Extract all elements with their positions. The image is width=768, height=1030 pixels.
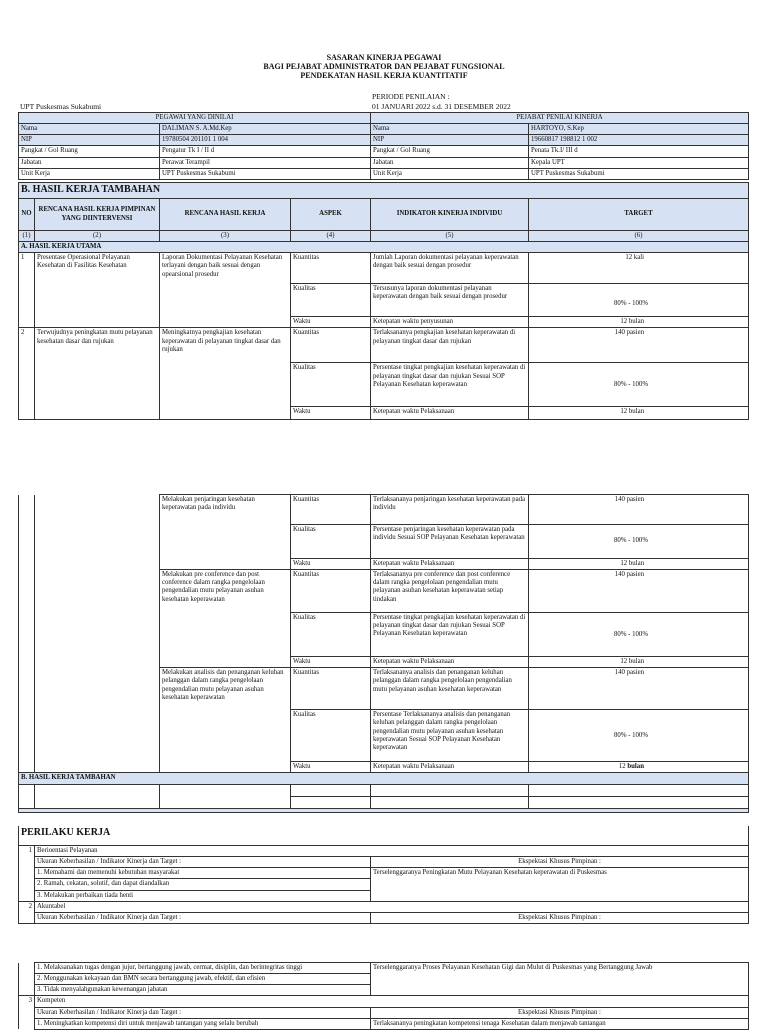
perilaku1-ekspektasi: Terselenggaranya Peningkatan Mutu Pelayanan Kesehatan keperawatan di Puskesmas: [371, 868, 749, 901]
hasil-kerja-table-continued: [18, 494, 749, 813]
item5-indikator-kuantitas: Terlaksananya analisis dan penanganan keluhan pelanggan dalam rangka pengelolaan pengendalian mutu pelayanan asuhan kesehatan keperawatan: [371, 668, 529, 710]
item4-indikator-kuantitas: Terlaksananya pre conference dan post conference dalam rangka pengelolaan pengendalian mutu pelayanan asuhan kesehatan keperawatan setiap tindakan: [371, 570, 529, 613]
item5-aspek-waktu: Waktu: [291, 762, 371, 773]
item3-target-waktu: 12 bulan: [529, 559, 749, 570]
perilaku-table: [18, 826, 749, 924]
pegawai-header: PEGAWAI YANG DINILAI: [19, 113, 371, 124]
perilaku2-point-1: 1. Melaksanakan tugas dengan jujur, bertanggung jawab, cermat, disiplin, dan berintegritas tinggi: [35, 963, 371, 974]
item1-target-waktu: 12 bulan: [529, 317, 749, 328]
label-jabatan-penilai: Jabatan: [371, 157, 529, 168]
perilaku2-point-3: 3. Tidak menyalahgunakan kewenangan jabatan: [35, 985, 371, 996]
col-rencana: RENCANA HASIL KERJA: [160, 199, 291, 231]
label-nama-penilai: Nama: [371, 124, 529, 135]
item5-indikator-waktu: Ketepatan waktu Pelaksanaan: [371, 762, 529, 773]
perilaku1-no: 1: [19, 846, 35, 902]
perilaku3-ukuran-label: Ukuran Keberhasilan / Indikator Kinerja dan Target :: [35, 1007, 371, 1018]
item1-aspek-waktu: Waktu: [291, 317, 371, 328]
perilaku3-point-1: 1. Meningkatkan kompetensi diri untuk menjawab tantangan yang selalu berubah: [35, 1018, 371, 1029]
tambahan-title: B. HASIL KERJA TAMBAHAN: [19, 773, 749, 785]
item5-aspek-kuantitas: Kuantitas: [291, 668, 371, 710]
num-2: (2): [35, 231, 160, 242]
perilaku2-ekspektasi-label: Ekspektasi Khusus Pimpinan :: [371, 912, 749, 923]
item1-indikator-kuantitas: Jumlah Laporan dokumentasi pelayanan keperawatan dengan baik sesuai dengan prosedur: [371, 253, 529, 284]
item4-aspek-kuantitas: Kuantitas: [291, 570, 371, 613]
item2-rencana: Meningkatnya pengkajian kesehatan keperawatan di pelayanan tingkat dasar dan rujukan: [160, 328, 291, 420]
section-title-hasil: B. HASIL KERJA TAMBAHAN: [19, 183, 749, 199]
item4-indikator-waktu: Ketepatan waktu Pelaksanaan: [371, 657, 529, 668]
item1-pimpinan: Presentase Operasional Pelayanan Kesehatan di Fasilitas Kesehatan: [35, 253, 160, 328]
label-nip-penilai: NIP: [371, 135, 529, 146]
num-3: (3): [160, 231, 291, 242]
perilaku1-ekspektasi-label: Ekspektasi Khusus Pimpinan :: [371, 857, 749, 868]
num-1: (1): [19, 231, 35, 242]
item4-target-waktu: 12 bulan: [529, 657, 749, 668]
item4-aspek-kualitas: Kualitas: [291, 613, 371, 657]
label-jabatan: Jabatan: [19, 157, 160, 168]
item5-target-num: 12: [618, 763, 626, 771]
value-unit: UPT Puskesmas Sukabumi: [160, 168, 371, 179]
perilaku2-no: 2: [19, 901, 35, 923]
doc-subtitle: BAGI PEJABAT ADMINISTRATOR DAN PEJABAT FUNGSIONAL: [263, 62, 505, 71]
item2-indikator-waktu: Ketepatan waktu Pelaksanaan: [371, 407, 529, 420]
item3-aspek-waktu: Waktu: [291, 559, 371, 570]
item1-aspek-kualitas: Kualitas: [291, 284, 371, 317]
item5-target-kuantitas: 140 pasien: [529, 668, 749, 710]
item3-indikator-kuantitas: Terlaksananya penjaringan kesehatan keperawatan pada individu: [371, 495, 529, 525]
value-pangkat-penilai: Penata Tk.I/ III d: [529, 146, 749, 157]
perilaku2-title: Akuntabel: [35, 901, 749, 912]
item3-aspek-kualitas: Kualitas: [291, 525, 371, 559]
perilaku-table-continued: [18, 962, 749, 1030]
col-target: TARGET: [529, 199, 749, 231]
item2-target-waktu: 12 bulan: [529, 407, 749, 420]
item2-aspek-kuantitas: Kuantitas: [291, 328, 371, 363]
item3-indikator-kualitas: Persentase penjaringan kesehatan keperawatan pada individu Sesuai SOP Pelayanan Kesehatan keperawatan: [371, 525, 529, 559]
hasil-kerja-table: [18, 182, 749, 420]
perilaku3-ekspektasi: Terlaksananya peningkatan kompetensi tenaga Kesehatan dalam menjawab tantangan: [371, 1018, 749, 1029]
perilaku2-point-2: 2. Menggunakan kekayaan dan BMN secara bertanggung jawab, efektif, dan efisien: [35, 974, 371, 985]
item3-rencana: Melakukan penjaringan kesehatan keperawatan pada individu: [160, 495, 291, 570]
item2-aspek-waktu: Waktu: [291, 407, 371, 420]
utama-title: A. HASIL KERJA UTAMA: [19, 242, 749, 253]
item5-target-kualitas: 80% - 100%: [529, 710, 749, 762]
value-jabatan-penilai: Kepala UPT: [529, 157, 749, 168]
unit-label: UPT Puskesmas Sukabumi: [20, 102, 102, 111]
item2-target-kuantitas: 140 pasien: [529, 328, 749, 363]
item5-indikator-kualitas: Persentase Terlaksananya analisis dan penanganan keluhan pelanggan dalam rangka pengelolaan pengendalian mutu pelayanan asuhan kesehatan keperawatan Sesuai SOP Pelayanan Kesehatan keperawatan: [371, 710, 529, 762]
item5-aspek-kualitas: Kualitas: [291, 710, 371, 762]
perilaku1-point-3: 3. Melakukan perbaikan tiada henti: [35, 890, 371, 901]
value-nama: DALIMAN S. A.Md.Kep: [160, 124, 371, 135]
item4-target-kualitas: 80% - 100%: [529, 613, 749, 657]
item1-indikator-kualitas: Tersusunya laporan dokumentasi pelayanan keperawatan dengan baik sesuai dengan prosedur: [371, 284, 529, 317]
item3-aspek-kuantitas: Kuantitas: [291, 495, 371, 525]
item2-target-kualitas: 80% - 100%: [529, 363, 749, 407]
value-nip: 19780504 201101 1 004: [160, 135, 371, 146]
item2-aspek-kualitas: Kualitas: [291, 363, 371, 407]
perilaku2-ekspektasi: Terselenggaranya Proses Pelayanan Kesehatan Gigi dan Mulut di Puskesmas yang Bertanggung Jawab: [371, 963, 749, 996]
col-indikator: INDIKATOR KINERJA INDIVIDU: [371, 199, 529, 231]
label-unit: Unit Kerja: [19, 168, 160, 179]
perilaku1-ukuran-label: Ukuran Keberhasilan / Indikator Kinerja dan Target :: [35, 857, 371, 868]
value-pangkat: Pengatur Tk I / II d: [160, 146, 371, 157]
col-aspek: ASPEK: [291, 199, 371, 231]
value-nip-penilai: 19660817 198812 1 002: [529, 135, 749, 146]
num-4: (4): [291, 231, 371, 242]
item1-indikator-waktu: Ketepatan waktu penyusunan: [371, 317, 529, 328]
doc-title: SASARAN KINERJA PEGAWAI: [326, 53, 442, 62]
periode-label: PERIODE PENILAIAN :: [372, 92, 450, 101]
periode-value: 01 JANUARI 2022 s.d. 31 DESEMBER 2022: [372, 102, 511, 111]
item1-rencana: Laporan Dokumentasi Pelayanan Kesehatan terlayani dengan baik sesuai dengan opearsional prosedur: [160, 253, 291, 328]
num-6: (6): [529, 231, 749, 242]
perilaku2-ukuran-label: Ukuran Keberhasilan / Indikator Kinerja dan Target :: [35, 912, 371, 923]
perilaku1-title: Berioentasi Pelayanan: [35, 846, 749, 857]
item1-no: 1: [19, 253, 35, 328]
item4-aspek-waktu: Waktu: [291, 657, 371, 668]
pegawai-table: [18, 112, 749, 180]
item2-indikator-kualitas: Persentase tingkat pengkajian kesehatan keperawatan di pelayanan tingkat dasar dan rujukan Sesuai SOP Pelayanan Kesehatan keperawatan: [371, 363, 529, 407]
value-jabatan: Perawat Terampil: [160, 157, 371, 168]
label-nip: NIP: [19, 135, 160, 146]
label-pangkat-penilai: Pangkat / Gol Ruang: [371, 146, 529, 157]
col-rencana-pimpinan: RENCANA HASIL KERJA PIMPINAN YANG DIINTERVENSI: [35, 199, 160, 231]
perilaku1-point-1: 1. Memahami dan memenuhi kebutuhan masyarakat: [35, 868, 371, 879]
penilai-header: PEJABAT PENILAI KINERJA: [371, 113, 749, 124]
item5-target-waktu: [529, 762, 749, 773]
item1-target-kualitas: 80% - 100%: [529, 284, 749, 317]
item1-target-kuantitas: 12 kali: [529, 253, 749, 284]
perilaku3-no: 3: [19, 996, 35, 1029]
item5-target-unit: bulan: [627, 763, 644, 771]
item4-indikator-kualitas: Persentase tingkat pengkajian kesehatan keperawatan di pelayanan tingkat dasar dan rujukan Sesuai SOP Pelayanan Kesehatan keperawatan: [371, 613, 529, 657]
perilaku1-point-2: 2. Ramah, cekatan, solutif, dan dapat diandalkan: [35, 879, 371, 890]
item2-indikator-kuantitas: Terlaksananya pengkajian kesehatan keperawatan di pelayanan tingkat dasar dan rujukan: [371, 328, 529, 363]
item5-rencana: Melakukan analisis dan penanganan keluhan pelanggan dalam rangka pengelolaan pengendalian mutu pelayanan asuhan kesehatan keperawatan: [160, 668, 291, 773]
item4-target-kuantitas: 140 pasien: [529, 570, 749, 613]
perilaku3-title: Kompeten: [35, 996, 749, 1007]
num-5: (5): [371, 231, 529, 242]
perilaku3-ekspektasi-label: Ekspektasi Khusus Pimpinan :: [371, 1007, 749, 1018]
item2-no: 2: [19, 328, 35, 420]
item2-pimpinan: Terwujudnya peningkatan mutu pelayanan kesehatan dasar dan rujukan: [35, 328, 160, 420]
item4-rencana: Melakukan pre conference dan post conference dalam rangka pengelolaan pengendalian mutu pelayanan asuhan kesehatan keperawatan: [160, 570, 291, 668]
value-unit-penilai: UPT Puskesmas Sukabumi: [529, 168, 749, 179]
item3-target-kualitas: 80% - 100%: [529, 525, 749, 559]
label-pangkat: Pangkat / Gol Ruang: [19, 146, 160, 157]
value-nama-penilai: HARTOYO, S.Kep: [529, 124, 749, 135]
col-no: NO: [19, 199, 35, 231]
label-nama: Nama: [19, 124, 160, 135]
label-unit-penilai: Unit Kerja: [371, 168, 529, 179]
doc-subtitle-2: PENDEKATAN HASIL KERJA KUANTITATIF: [300, 71, 468, 80]
item1-aspek-kuantitas: Kuantitas: [291, 253, 371, 284]
item3-target-kuantitas: 140 pasien: [529, 495, 749, 525]
item3-indikator-waktu: Ketepatan waktu Pelaksanaan: [371, 559, 529, 570]
section-title-perilaku: PERILAKU KERJA: [19, 826, 749, 846]
